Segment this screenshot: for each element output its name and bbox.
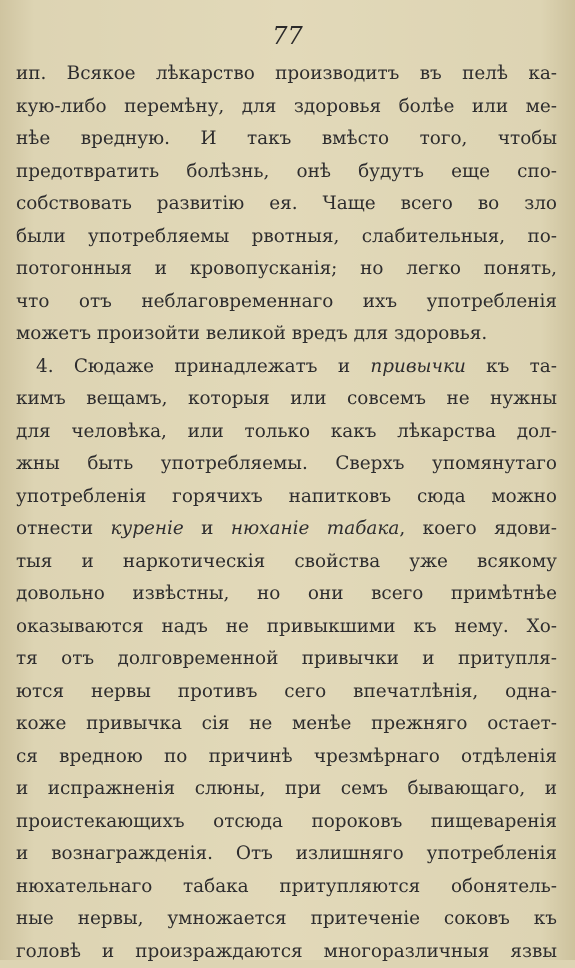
text-line: для человѣка, или только какъ лѣкарства дол- — [16, 416, 557, 449]
text-line: жны быть употребляемы. Сверхъ упомянутаго — [16, 448, 557, 481]
text-line: употребленія горячихъ напитковъ сюда можно — [16, 481, 557, 514]
text-run: , коего ядови- — [399, 518, 557, 539]
text-line: нѣе вредную. И такъ вмѣсто того, чтобы — [16, 123, 557, 156]
text-line: были употребляемы рвотныя, слабительныя, по- — [16, 221, 557, 254]
text-line: и испражненія слюны, при семъ бывающаго, и — [16, 773, 557, 806]
text-line: головѣ и произраждаются многоразличныя язвы — [16, 936, 557, 968]
italic-term: нюханіе табака — [231, 518, 399, 539]
text-line: предотвратить болѣзнь, онѣ будутъ еще спо- — [16, 156, 557, 189]
text-line: потогонныя и кровопусканія; но легко понять, — [16, 253, 557, 286]
paragraph-start-line — [16, 351, 557, 384]
text-line: тя отъ долговременной привычки и притупля- — [16, 643, 557, 676]
text-line: ип. Всякое лѣкарство производитъ въ пелѣ ка- — [16, 58, 557, 91]
text-line: оказываются надъ не привыкшими къ нему. Хо- — [16, 611, 557, 644]
text-run: отнести — [16, 518, 111, 539]
text-line: проистекающихъ отсюда пороковъ пищеваренія — [16, 806, 557, 839]
text-line: ные нервы, умножается притеченіе соковъ къ — [16, 903, 557, 936]
text-line: собствовать развитію ея. Чаще всего во зло — [16, 188, 557, 221]
text-line-with-italics — [16, 513, 557, 546]
text-run: 4. Сюдаже принадлежатъ и — [36, 356, 370, 377]
text-line: тыя и наркотическія свойства уже всякому — [16, 546, 557, 579]
text-line: нюхательнаго табака притупляются обонятель- — [16, 871, 557, 904]
italic-term: привычки — [370, 356, 465, 377]
italic-term: куреніе — [111, 518, 184, 539]
text-line: ся вредною по причинѣ чрезмѣрнаго отдѣленія — [16, 741, 557, 774]
text-line: довольно извѣстны, но они всего примѣтнѣе — [16, 578, 557, 611]
text-line: кимъ вещамъ, которыя или совсемъ не нужны — [16, 383, 557, 416]
text-run: и — [184, 518, 231, 539]
text-line: и вознагражденія. Отъ излишняго употребленія — [16, 838, 557, 871]
text-line: что отъ неблаговременнаго ихъ употребленія — [16, 286, 557, 319]
text-line: коже привычка сія не менѣе прежняго остает- — [16, 708, 557, 741]
page-number: 77 — [0, 22, 575, 50]
text-line: кую-либо перемѣну, для здоровья болѣе или ме- — [16, 91, 557, 124]
text-line: можетъ произойти великой вредъ для здоровья. — [16, 318, 557, 351]
text-line: ются нервы противъ сего впечатлѣнія, одна- — [16, 676, 557, 709]
text-run: къ та- — [466, 356, 557, 377]
page-body-text — [16, 58, 557, 968]
